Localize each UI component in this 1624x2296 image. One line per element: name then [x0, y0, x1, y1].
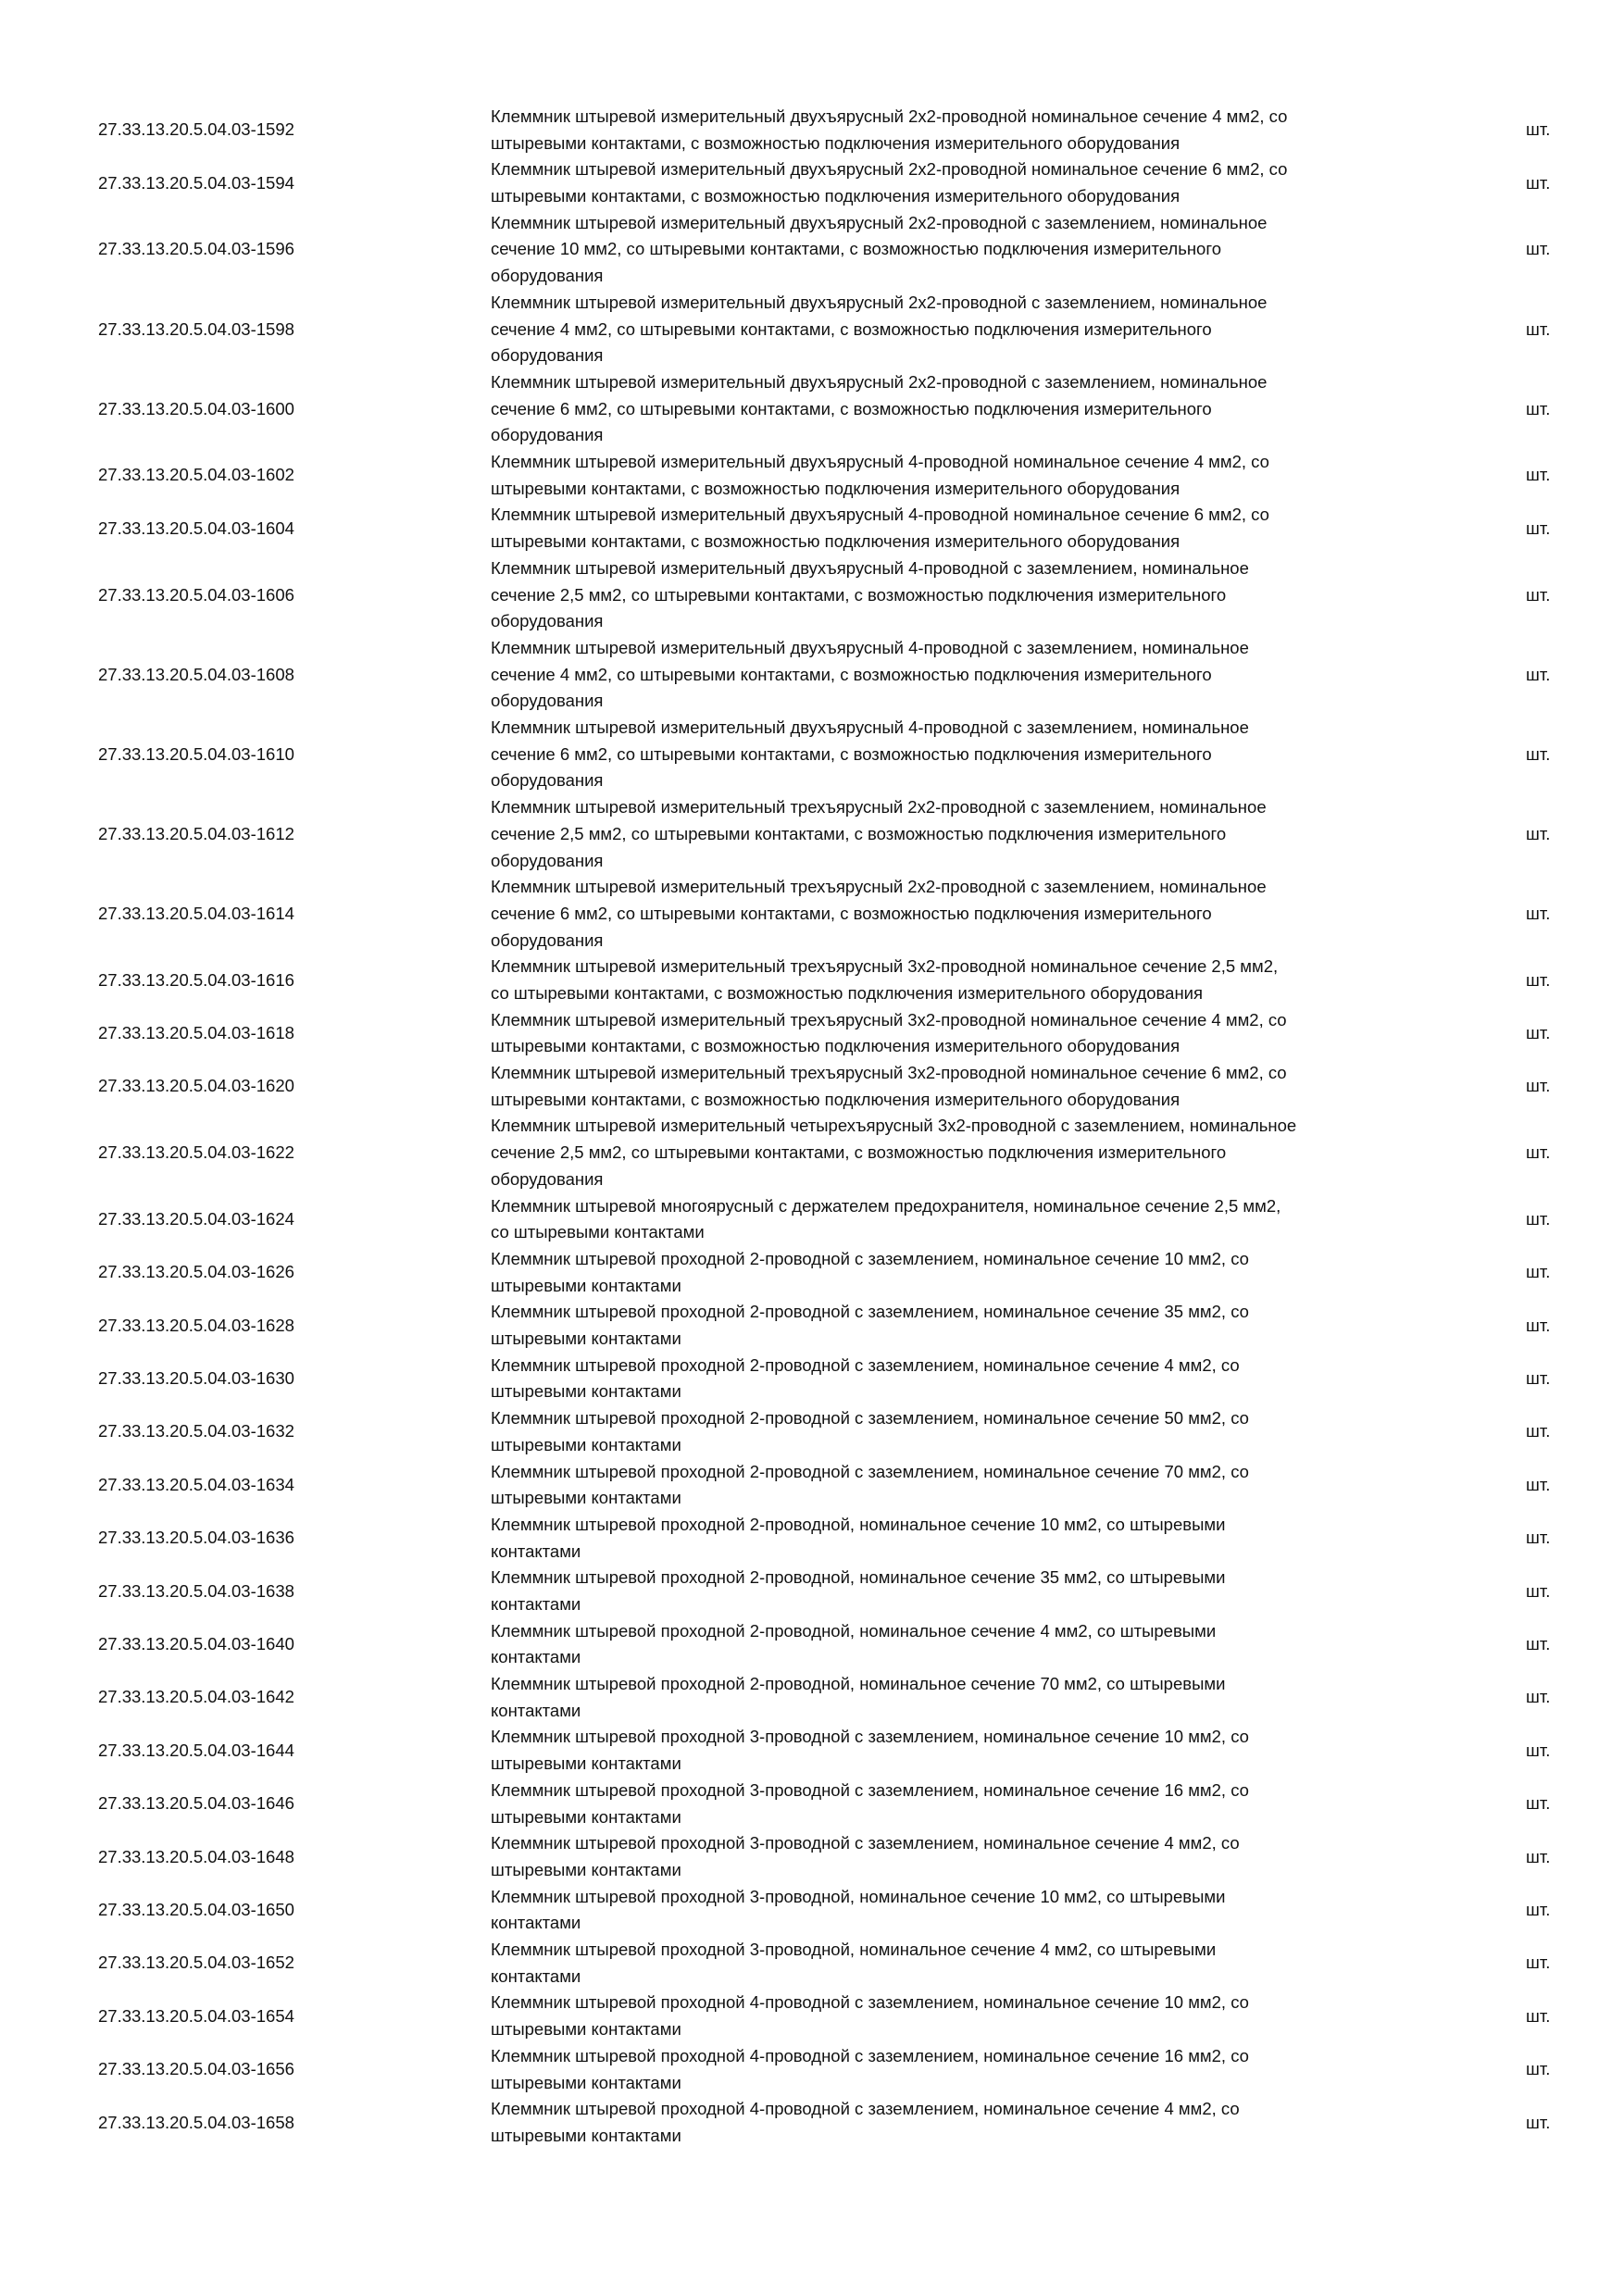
table-row [0, 555, 1624, 635]
table-row [0, 635, 1624, 715]
row-description: Клеммник штыревой измерительный трехъярусный 3х2-проводной номинальное сечение 4 мм2, со штыревыми контактами, с возможностью подключения измерительного оборудования [491, 1009, 1287, 1056]
row-unit: шт. [1526, 2112, 1551, 2132]
row-code: 27.33.13.20.5.04.03-1596 [98, 239, 294, 259]
row-code: 27.33.13.20.5.04.03-1620 [98, 1076, 294, 1096]
row-unit: шт. [1526, 1528, 1551, 1548]
row-description: Клеммник штыревой измерительный двухъярусный 4-проводной с заземлением, номинальное сечение 4 мм2, со штыревыми контактами, с возможностью подключения измерительного оборудования [491, 637, 1249, 711]
row-description: Клеммник штыревой проходной 2-проводной, номинальное сечение 10 мм2, со штыревыми контактами [491, 1514, 1226, 1561]
row-code: 27.33.13.20.5.04.03-1650 [98, 1900, 294, 1919]
row-code: 27.33.13.20.5.04.03-1632 [98, 1421, 294, 1441]
table-row [0, 1884, 1624, 1937]
row-code: 27.33.13.20.5.04.03-1638 [98, 1580, 294, 1601]
table-row [0, 156, 1624, 209]
row-unit: шт. [1526, 823, 1551, 843]
row-description: Клеммник штыревой проходной 3-проводной, номинальное сечение 4 мм2, со штыревыми контактами [491, 1940, 1217, 1986]
row-code: 27.33.13.20.5.04.03-1648 [98, 1846, 294, 1866]
table-row [0, 715, 1624, 794]
table-row [0, 1193, 1624, 1246]
row-code: 27.33.13.20.5.04.03-1628 [98, 1315, 294, 1335]
row-unit: шт. [1526, 239, 1551, 259]
row-description: Клеммник штыревой проходной 3-проводной с заземлением, номинальное сечение 4 мм2, со штыревыми контактами [491, 1833, 1240, 1879]
row-code: 27.33.13.20.5.04.03-1626 [98, 1262, 294, 1282]
row-description: Клеммник штыревой измерительный двухъярусный 4-проводной с заземлением, номинальное сечение 6 мм2, со штыревыми контактами, с возможностью подключения измерительного оборудования [491, 718, 1249, 791]
row-code: 27.33.13.20.5.04.03-1622 [98, 1142, 294, 1163]
row-code: 27.33.13.20.5.04.03-1602 [98, 465, 294, 485]
row-description: Клеммник штыревой проходной 2-проводной с заземлением, номинальное сечение 4 мм2, со штыревыми контактами [491, 1354, 1240, 1402]
row-description: Клеммник штыревой многоярусный с держателем предохранителя, номинальное сечение 2,5 мм2, со штыревыми контактами [491, 1195, 1281, 1242]
price-table [0, 104, 1624, 2150]
row-unit: шт. [1526, 664, 1551, 684]
row-unit: шт. [1526, 1474, 1551, 1494]
row-code: 27.33.13.20.5.04.03-1652 [98, 1953, 294, 1973]
table-row [0, 954, 1624, 1006]
row-unit: шт. [1526, 518, 1551, 538]
row-unit: шт. [1526, 1421, 1551, 1441]
table-row [0, 794, 1624, 874]
table-row [0, 1060, 1624, 1113]
table-row [0, 290, 1624, 369]
row-code: 27.33.13.20.5.04.03-1642 [98, 1687, 294, 1707]
table-row [0, 104, 1624, 156]
row-code: 27.33.13.20.5.04.03-1654 [98, 2005, 294, 2026]
table-row [0, 1778, 1624, 1830]
row-code: 27.33.13.20.5.04.03-1614 [98, 903, 294, 923]
row-code: 27.33.13.20.5.04.03-1598 [98, 318, 294, 339]
row-description: Клеммник штыревой измерительный трехъярусный 3х2-проводной номинальное сечение 6 мм2, со штыревыми контактами, с возможностью подключения измерительного оборудования [491, 1063, 1287, 1109]
row-description: Клеммник штыревой проходной 2-проводной, номинальное сечение 4 мм2, со штыревыми контактами [491, 1620, 1217, 1667]
row-description: Клеммник штыревой проходной 3-проводной с заземлением, номинальное сечение 16 мм2, со штыревыми контактами [491, 1779, 1249, 1827]
row-description: Клеммник штыревой измерительный двухъярусный 2х2-проводной с заземлением, номинальное сечение 4 мм2, со штыревыми контактами, с возможностью подключения измерительного оборудования [491, 292, 1268, 366]
row-description: Клеммник штыревой проходной 4-проводной с заземлением, номинальное сечение 10 мм2, со штыревыми контактами [491, 1992, 1249, 2040]
row-unit: шт. [1526, 172, 1551, 193]
table-row [0, 1113, 1624, 1192]
row-unit: шт. [1526, 1580, 1551, 1601]
row-unit: шт. [1526, 1023, 1551, 1043]
row-code: 27.33.13.20.5.04.03-1618 [98, 1023, 294, 1043]
row-description: Клеммник штыревой проходной 2-проводной с заземлением, номинальное сечение 35 мм2, со штыревыми контактами [491, 1302, 1249, 1349]
row-code: 27.33.13.20.5.04.03-1646 [98, 1793, 294, 1814]
row-code: 27.33.13.20.5.04.03-1634 [98, 1474, 294, 1494]
row-code: 27.33.13.20.5.04.03-1594 [98, 172, 294, 193]
row-code: 27.33.13.20.5.04.03-1606 [98, 584, 294, 605]
row-description: Клеммник штыревой измерительный трехъярусный 3х2-проводной номинальное сечение 2,5 мм2, со штыревыми контактами, с возможностью подключения измерительного оборудования [491, 956, 1279, 1004]
row-code: 27.33.13.20.5.04.03-1616 [98, 969, 294, 990]
row-code: 27.33.13.20.5.04.03-1656 [98, 2059, 294, 2079]
table-row [0, 369, 1624, 449]
row-description: Клеммник штыревой измерительный двухъярусный 2х2-проводной номинальное сечение 6 мм2, со штыревыми контактами, с возможностью подключения измерительного оборудования [491, 159, 1288, 206]
table-row [0, 502, 1624, 555]
row-description: Клеммник штыревой измерительный двухъярусный 4-проводной с заземлением, номинальное сечение 2,5 мм2, со штыревыми контактами, с возможностью подключения измерительного оборудования [491, 557, 1249, 631]
row-description: Клеммник штыревой проходной 2-проводной с заземлением, номинальное сечение 50 мм2, со штыревыми контактами [491, 1408, 1249, 1454]
row-unit: шт. [1526, 1368, 1551, 1389]
row-unit: шт. [1526, 1076, 1551, 1096]
table-row [0, 1512, 1624, 1565]
row-code: 27.33.13.20.5.04.03-1592 [98, 119, 294, 140]
row-description: Клеммник штыревой измерительный трехъярусный 2х2-проводной с заземлением, номинальное сечение 2,5 мм2, со штыревыми контактами, с возможностью подключения измерительного оборудования [491, 797, 1267, 870]
row-code: 27.33.13.20.5.04.03-1640 [98, 1634, 294, 1654]
row-description: Клеммник штыревой проходной 3-проводной, номинальное сечение 10 мм2, со штыревыми контактами [491, 1886, 1226, 1933]
row-code: 27.33.13.20.5.04.03-1644 [98, 1740, 294, 1760]
row-code: 27.33.13.20.5.04.03-1604 [98, 518, 294, 538]
row-unit: шт. [1526, 1315, 1551, 1335]
row-unit: шт. [1526, 1687, 1551, 1707]
row-unit: шт. [1526, 1208, 1551, 1229]
table-row [0, 1405, 1624, 1458]
row-description: Клеммник штыревой измерительный двухъярусный 4-проводной номинальное сечение 6 мм2, со штыревыми контактами, с возможностью подключения измерительного оборудования [491, 505, 1269, 552]
row-description: Клеммник штыревой проходной 2-проводной с заземлением, номинальное сечение 70 мм2, со штыревыми контактами [491, 1461, 1249, 1508]
row-description: Клеммник штыревой измерительный четырехъярусный 3х2-проводной с заземлением, номинальное сечение 2,5 мм2, со штыревыми контактами, с возможностью подключения измерительного оборудования [491, 1116, 1297, 1189]
table-row [0, 210, 1624, 290]
table-row [0, 1246, 1624, 1299]
row-unit: шт. [1526, 1793, 1551, 1814]
row-description: Клеммник штыревой измерительный трехъярусный 2х2-проводной с заземлением, номинальное сечение 6 мм2, со штыревыми контактами, с возможностью подключения измерительного оборудования [491, 877, 1267, 950]
row-unit: шт. [1526, 465, 1551, 485]
row-unit: шт. [1526, 318, 1551, 339]
row-unit: шт. [1526, 743, 1551, 764]
table-row [0, 1007, 1624, 1060]
table-row [0, 1724, 1624, 1777]
row-unit: шт. [1526, 1899, 1551, 1919]
table-row [0, 1565, 1624, 1617]
table-row [0, 1459, 1624, 1512]
row-description: Клеммник штыревой проходной 2-проводной с заземлением, номинальное сечение 10 мм2, со штыревыми контактами [491, 1248, 1249, 1295]
row-unit: шт. [1526, 2005, 1551, 2026]
row-code: 27.33.13.20.5.04.03-1636 [98, 1528, 294, 1548]
row-unit: шт. [1526, 1634, 1551, 1654]
table-row [0, 1618, 1624, 1671]
row-code: 27.33.13.20.5.04.03-1630 [98, 1368, 294, 1389]
row-description: Клеммник штыревой проходной 4-проводной с заземлением, номинальное сечение 16 мм2, со штыревыми контактами [491, 2045, 1249, 2092]
row-description: Клеммник штыревой проходной 4-проводной с заземлением, номинальное сечение 4 мм2, со штыревыми контактами [491, 2099, 1240, 2145]
row-unit: шт. [1526, 903, 1551, 923]
row-description: Клеммник штыревой проходной 3-проводной с заземлением, номинальное сечение 10 мм2, со штыревыми контактами [491, 1727, 1249, 1774]
row-description: Клеммник штыревой проходной 2-проводной, номинальное сечение 35 мм2, со штыревыми контактами [491, 1567, 1226, 1615]
table-row [0, 874, 1624, 954]
table-row [0, 1830, 1624, 1883]
row-code: 27.33.13.20.5.04.03-1610 [98, 743, 294, 764]
row-description: Клеммник штыревой измерительный двухъярусный 2х2-проводной с заземлением, номинальное сечение 6 мм2, со штыревыми контактами, с возможностью подключения измерительного оборудования [491, 371, 1268, 445]
table-row [0, 1990, 1624, 2042]
row-description: Клеммник штыревой измерительный двухъярусный 4-проводной номинальное сечение 4 мм2, со штыревыми контактами, с возможностью подключения измерительного оборудования [491, 452, 1269, 498]
table-row [0, 1299, 1624, 1352]
row-unit: шт. [1526, 1142, 1551, 1163]
row-unit: шт. [1526, 398, 1551, 418]
table-row [0, 1671, 1624, 1724]
row-unit: шт. [1526, 1953, 1551, 1973]
row-unit: шт. [1526, 1846, 1551, 1866]
row-code: 27.33.13.20.5.04.03-1624 [98, 1208, 294, 1229]
row-unit: шт. [1526, 1262, 1551, 1282]
row-description: Клеммник штыревой измерительный двухъярусный 2х2-проводной номинальное сечение 4 мм2, со штыревыми контактами, с возможностью подключения измерительного оборудования [491, 106, 1288, 153]
row-description: Клеммник штыревой проходной 2-проводной, номинальное сечение 70 мм2, со штыревыми контактами [491, 1674, 1226, 1720]
row-code: 27.33.13.20.5.04.03-1658 [98, 2112, 294, 2132]
table-row [0, 449, 1624, 502]
row-code: 27.33.13.20.5.04.03-1600 [98, 398, 294, 418]
row-unit: шт. [1526, 2059, 1551, 2079]
row-code: 27.33.13.20.5.04.03-1612 [98, 823, 294, 843]
table-row [0, 2096, 1624, 2149]
table-row [0, 1937, 1624, 1990]
table-row [0, 2043, 1624, 2096]
row-unit: шт. [1526, 969, 1551, 990]
row-code: 27.33.13.20.5.04.03-1608 [98, 664, 294, 684]
row-unit: шт. [1526, 584, 1551, 605]
row-unit: шт. [1526, 1740, 1551, 1760]
table-row [0, 1353, 1624, 1405]
row-description: Клеммник штыревой измерительный двухъярусный 2х2-проводной с заземлением, номинальное сечение 10 мм2, со штыревыми контактами, с возможностью подключения измерительного оборудования [491, 212, 1268, 286]
row-unit: шт. [1526, 119, 1551, 140]
